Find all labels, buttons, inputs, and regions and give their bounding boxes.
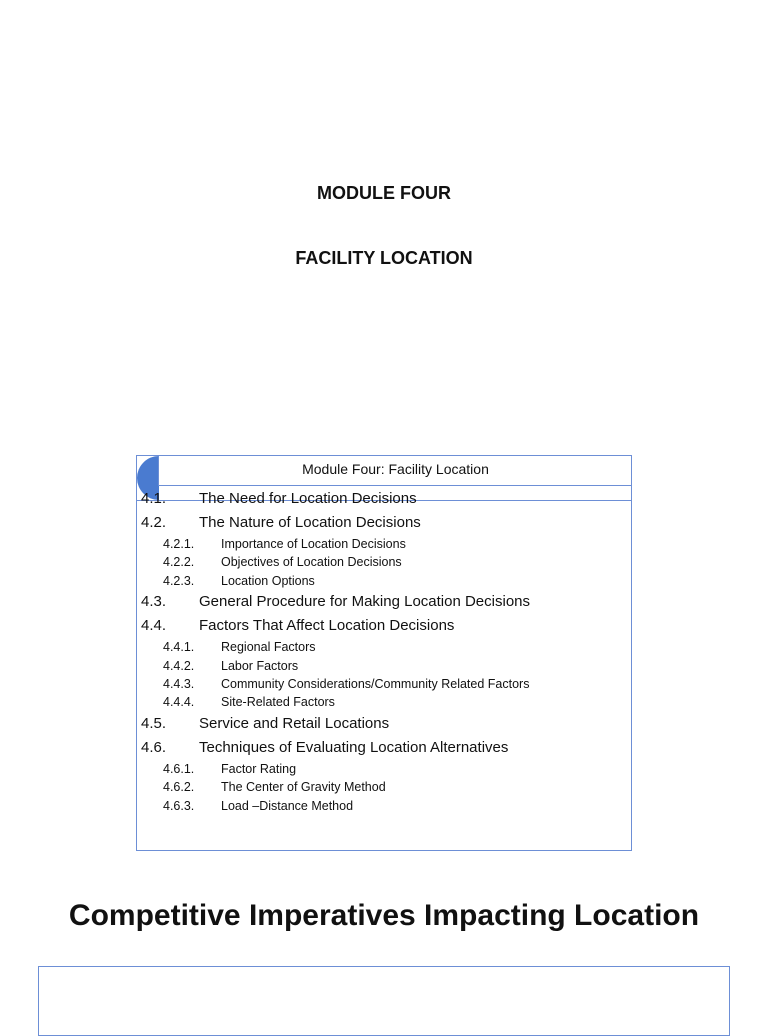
toc-entry-number: 4.4.1. bbox=[163, 640, 195, 655]
toc-entry-number: 4.4.2. bbox=[163, 658, 195, 673]
toc-entry bbox=[141, 590, 629, 614]
toc-entry-number: 4.1. bbox=[141, 490, 167, 507]
toc-subentry bbox=[141, 675, 629, 693]
toc-subentry bbox=[141, 693, 629, 711]
toc-entry-title: Site-Related Factors bbox=[221, 695, 335, 710]
toc-entry-title: Labor Factors bbox=[221, 658, 299, 673]
toc-entry-title: Factor Rating bbox=[221, 761, 297, 776]
toc-entry-number: 4.5. bbox=[141, 714, 167, 732]
toc-entry-number: 4.2. bbox=[141, 514, 167, 531]
toc-entry bbox=[141, 736, 629, 760]
toc-entry-number: 4.2.1. bbox=[163, 537, 195, 551]
toc-subentry bbox=[141, 760, 629, 778]
toc-entry-title: Objectives of Location Decisions bbox=[221, 555, 402, 570]
toc-entry-number: 4.3. bbox=[141, 593, 167, 611]
toc-entry bbox=[141, 487, 629, 511]
toc-entry bbox=[141, 614, 629, 638]
toc-entry bbox=[141, 511, 629, 535]
toc-entry-title: Community Considerations/Community Related Factors bbox=[221, 676, 530, 691]
toc-entry-title: Service and Retail Locations bbox=[199, 714, 390, 732]
toc-entry-number: 4.6.2. bbox=[163, 780, 195, 795]
toc-entry-number: 4.4. bbox=[141, 617, 167, 635]
toc-entry-title: Location Options bbox=[221, 573, 315, 588]
toc-entry-title: The Center of Gravity Method bbox=[221, 780, 386, 795]
toc-subentry bbox=[141, 553, 629, 571]
toc-entry-number: 4.6.3. bbox=[163, 798, 195, 813]
toc-entry-title: Techniques of Evaluating Location Alternatives bbox=[199, 738, 509, 756]
toc-subentry bbox=[141, 657, 629, 675]
module-heading: MODULE FOUR bbox=[317, 183, 451, 203]
toc-subentry bbox=[141, 797, 629, 815]
toc-entry-number: 4.2.2. bbox=[163, 555, 195, 570]
table-of-contents bbox=[136, 455, 632, 851]
toc-subentry bbox=[141, 572, 629, 590]
toc-entry-title: Factors That Affect Location Decisions bbox=[199, 617, 455, 635]
toc-entry-title: Regional Factors bbox=[221, 640, 316, 655]
toc-entry-title: The Need for Location Decisions bbox=[199, 490, 417, 507]
toc-entry-number: 4.4.4. bbox=[163, 695, 195, 710]
toc-entry-number: 4.6. bbox=[141, 738, 167, 756]
toc-entry-title: The Nature of Location Decisions bbox=[199, 514, 421, 531]
toc-entry-number: 4.6.1. bbox=[163, 761, 195, 776]
toc-entry-number: 4.4.3. bbox=[163, 676, 195, 691]
toc-list bbox=[141, 487, 629, 815]
toc-entry-title: Load –Distance Method bbox=[221, 798, 354, 813]
content-frame bbox=[38, 966, 730, 1036]
toc-subentry bbox=[141, 638, 629, 656]
toc-header: Module Four: Facility Location bbox=[158, 456, 632, 486]
toc-entry-number: 4.2.3. bbox=[163, 573, 195, 588]
facility-heading: FACILITY LOCATION bbox=[295, 248, 473, 268]
toc-subentry bbox=[141, 535, 629, 553]
toc-subentry bbox=[141, 778, 629, 796]
section-heading: Competitive Imperatives Impacting Location bbox=[68, 899, 700, 932]
toc-entry-title: General Procedure for Making Location Decisions bbox=[199, 593, 531, 611]
toc-entry bbox=[141, 712, 629, 736]
toc-entry-title: Importance of Location Decisions bbox=[221, 537, 406, 551]
